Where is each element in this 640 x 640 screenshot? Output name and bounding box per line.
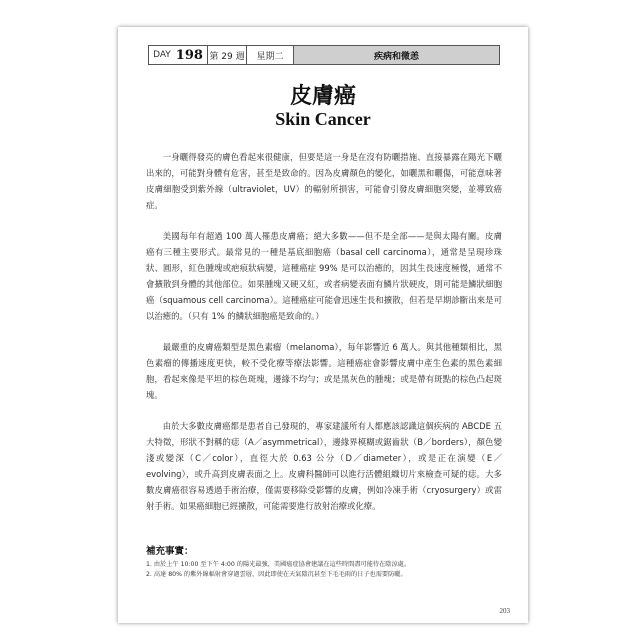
book-page xyxy=(118,27,528,623)
paragraph: 由於大多數皮膚癌都是患者自己發現的，專家建議所有人都應該認識這個疾病的 ABCDE 五大特徵，形狀不對稱的痣（A／asymmetrical），邊緣界模糊或鋸齒狀（B／borders），顏色變淺或變深（C／color），直徑大於 0.63 公分（D／diameter），或是正在演變（E／evolving），或升高到皮膚表面之上。皮膚科醫師可以進行活體組織切片來檢查可疑的痣。大多數皮膚癌很容易透過手術治療，僅需要移除受影響的皮膚，例如冷凍手術（cryosurgery）或雷射手術。如果癌細胞已經擴散，可能需要進行放射治療或化療。 xyxy=(146,421,502,511)
note-item: 1. 由於上午 10:00 至下午 4:00 的陽光最強，美國癌症協會建議在這些時間盡可能待在陰涼處。 xyxy=(146,561,411,568)
day-label-cell xyxy=(149,46,208,64)
paragraph: 一身曬得發亮的膚色看起來很健康，但要是這一身是在沒有防曬措施、直接暴露在陽光下曬出來的，可能對身體有危害，甚至是致命的。因為皮膚顏色的變化，如曬黑和曬傷，可能意味著皮膚細胞受到紫外線（ultraviolet，UV）的輻射所損害，可能會引發皮膚細胞突變，並導致癌症。 xyxy=(146,152,502,210)
topic-label: 疾病和微恙 xyxy=(294,46,499,64)
page-title-chinese: 皮膚癌 xyxy=(289,84,356,109)
week-label: 第 29 週 xyxy=(208,46,247,64)
notes-title: 補充事實： xyxy=(146,546,194,557)
page-number: 203 xyxy=(499,607,510,615)
weekday-label: 星期二 xyxy=(247,46,294,64)
paragraph: 美國每年有超過 100 萬人罹患皮膚癌；絕大多數——但不是全部——是與太陽有關。皮膚癌有三種主要形式。最常見的一種是基底細胞癌（basal cell carcinoma），通常是呈現珍珠狀、圓形，紅色腫塊或疤痕狀病變，這種癌症 99% 是可以治癒的，因其生長速度極慢，通常不會擴散到身體的其他部位。如果腫塊又硬又紅，或者病變表面有鱗片狀硬皮，則可能是鱗狀細胞癌（squamous cell carcinoma）。這種癌症可能會迅速生長和擴散，但若是早期診斷出來是可以治癒的。（只有 1% 的鱗狀細胞癌是致命的。） xyxy=(146,231,502,321)
paragraph: 最嚴重的皮膚癌類型是黑色素瘤（melanoma），每年影響近 6 萬人。與其他種類相比，黑色素瘤的傳播速度更快，較不受化療等療法影響。這種癌症會影響皮膚中產生色素的黑色素細胞，看起來像是平坦的棕色斑塊，邊緣不均勻；或是黑灰色的腫塊；或是帶有斑點的棕色凸起斑塊。 xyxy=(146,342,502,400)
article-body xyxy=(146,149,502,529)
supplementary-facts xyxy=(146,543,502,580)
day-label: DAY xyxy=(153,50,171,60)
note-item: 2. 高達 80% 的紫外線輻射會穿過雲層，因此即使在天氣陰沉甚至下毛毛雨的日子也需要防曬。 xyxy=(146,571,407,578)
day-number: 198 xyxy=(175,47,203,63)
page-title-english: Skin Cancer xyxy=(275,109,371,129)
page-header-bar xyxy=(148,45,500,65)
